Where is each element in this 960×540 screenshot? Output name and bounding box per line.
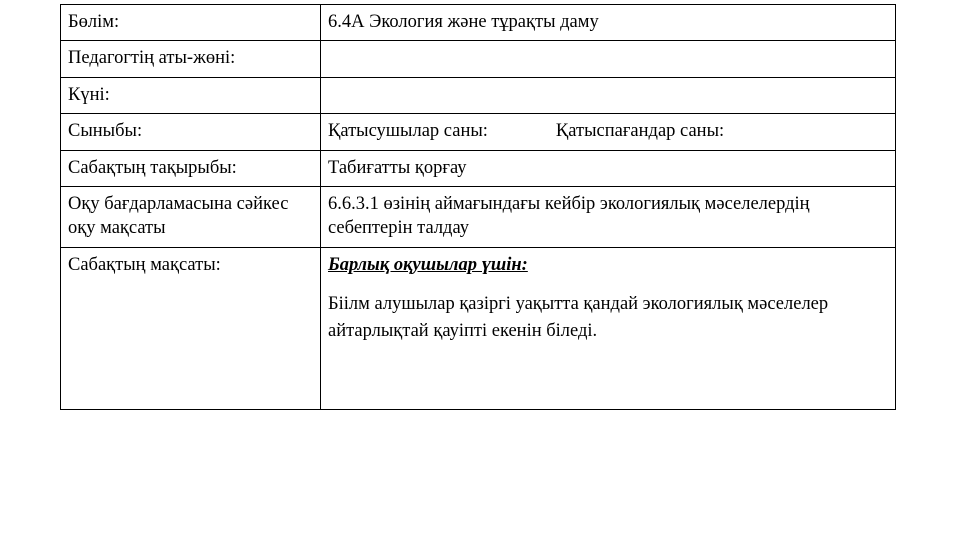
row-label-curriculum-objective: Оқу бағдарламасына сәйкес оқу мақсаты xyxy=(61,187,321,248)
row-value-date xyxy=(321,77,896,113)
lesson-aim-body: Біілм алушылар қазіргі уақытта қандай экологиялық мәселелер айтарлықтай қауіпті екенін біледі. xyxy=(328,294,829,342)
row-label-section: Бөлім: xyxy=(61,5,321,41)
participants-present-label: Қатысушылар саны: xyxy=(328,121,488,142)
row-value-teacher-name xyxy=(321,41,896,77)
row-label-lesson-aim: Сабақтың мақсаты: xyxy=(61,247,321,409)
lesson-plan-table xyxy=(60,4,896,410)
participants-spacer xyxy=(488,119,556,143)
table-row xyxy=(61,150,896,186)
table-row xyxy=(61,77,896,113)
row-label-lesson-topic: Сабақтың тақырыбы: xyxy=(61,150,321,186)
row-value-lesson-topic: Табиғатты қорғау xyxy=(321,150,896,186)
table-row xyxy=(61,5,896,41)
row-value-curriculum-objective: 6.6.3.1 өзінің аймағындағы кейбір экологиялық мәселелердің себептерін талдау xyxy=(321,187,896,248)
row-label-class: Сыныбы: xyxy=(61,114,321,150)
table-row xyxy=(61,41,896,77)
row-label-teacher-name: Педагогтің аты-жөні: xyxy=(61,41,321,77)
row-value-section: 6.4А Экология және тұрақты даму xyxy=(321,5,896,41)
table-row xyxy=(61,114,896,150)
row-value-participants xyxy=(321,114,896,150)
table-row xyxy=(61,247,896,409)
table-row xyxy=(61,187,896,248)
lesson-aim-title: Барлық оқушылар үшін: xyxy=(328,254,528,275)
row-value-lesson-aim xyxy=(321,247,896,409)
row-label-date: Күні: xyxy=(61,77,321,113)
participants-absent-label: Қатыспағандар саны: xyxy=(555,121,725,142)
